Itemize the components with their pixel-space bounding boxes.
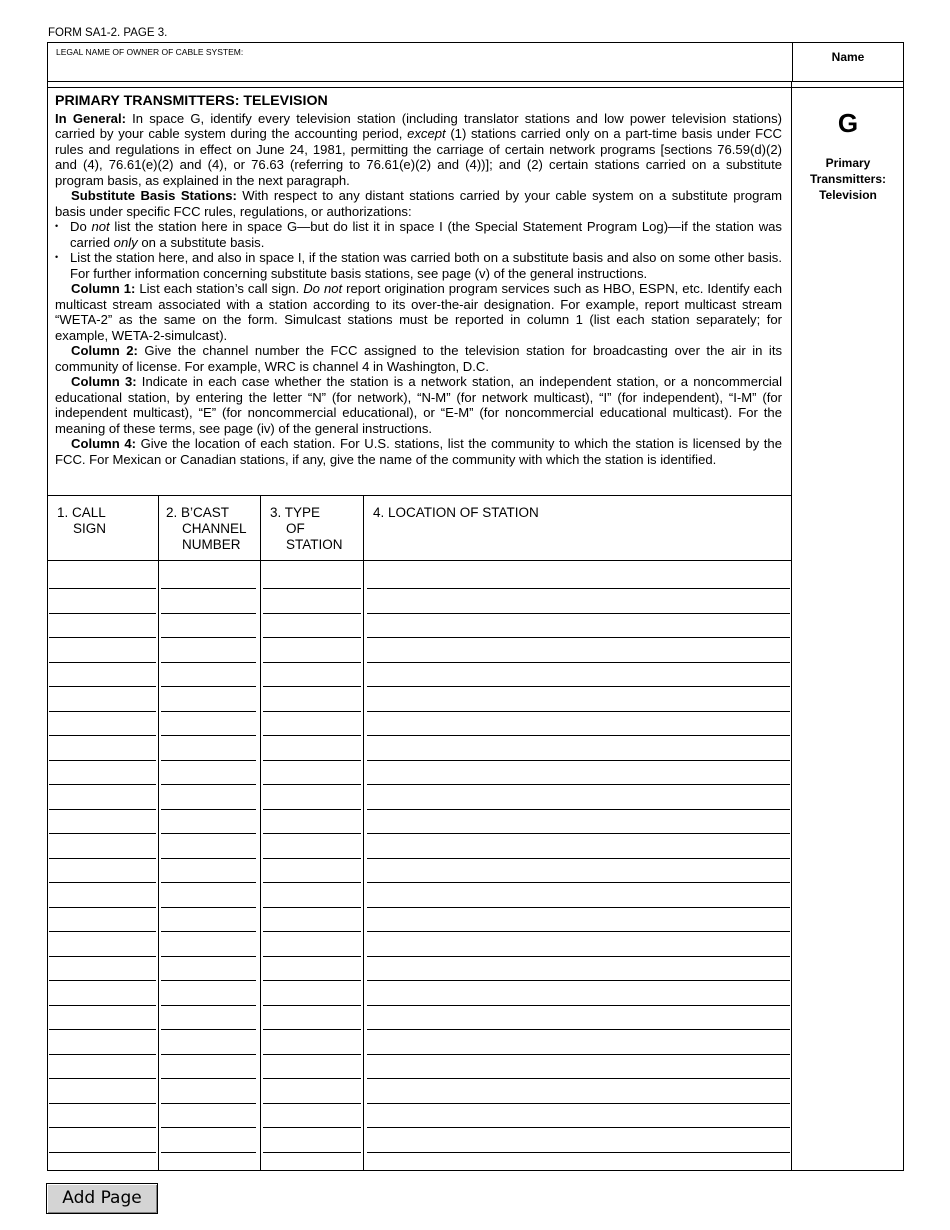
row-cell-line[interactable] <box>367 809 790 810</box>
column-header-line: 1. CALL <box>57 505 106 520</box>
row-cell-line[interactable] <box>49 1005 156 1006</box>
row-cell-line[interactable] <box>49 588 156 589</box>
row-cell-line[interactable] <box>161 907 256 908</box>
bullet-emphasis: not <box>91 219 110 234</box>
space-caption <box>792 155 904 203</box>
row-cell-line[interactable] <box>367 833 790 834</box>
row-cell-line[interactable] <box>161 1152 256 1153</box>
bullet-text: List the station here, and also in space I, if the station was carried both on a substitute basis and also on some other basis. For further information concerning substitute basis stations, see page (v) of the general instructions. <box>70 250 782 281</box>
column4-paragraph <box>55 436 782 467</box>
owner-name-caption: LEGAL NAME OF OWNER OF CABLE SYSTEM: <box>56 47 244 57</box>
row-cell-line[interactable] <box>161 1103 256 1104</box>
column-header-line: 3. TYPE <box>270 505 321 520</box>
general-label: In General: <box>55 110 126 126</box>
column-divider <box>363 495 364 1171</box>
column4-label: Column 4: <box>71 436 136 451</box>
row-cell-line[interactable] <box>161 735 256 736</box>
row-cell-line[interactable] <box>367 1054 790 1055</box>
row-cell-line[interactable] <box>367 980 790 981</box>
section-heading: PRIMARY TRANSMITTERS: TELEVISION <box>55 93 328 109</box>
row-cell-line[interactable] <box>367 858 790 859</box>
row-cell-line[interactable] <box>161 637 256 638</box>
row-cell-line[interactable] <box>161 858 256 859</box>
column-header-line: 2. B’CAST <box>166 505 230 520</box>
row-cell-line[interactable] <box>49 1127 156 1128</box>
row-cell-line[interactable] <box>161 686 256 687</box>
row-cell-line[interactable] <box>263 1078 361 1079</box>
row-cell-line[interactable] <box>263 956 361 957</box>
row-cell-line[interactable] <box>49 613 156 614</box>
row-cell-line[interactable] <box>367 613 790 614</box>
row-cell-line[interactable] <box>49 784 156 785</box>
row-cell-line[interactable] <box>263 1005 361 1006</box>
row-cell-line[interactable] <box>263 833 361 834</box>
row-cell-line[interactable] <box>263 980 361 981</box>
row-cell-line[interactable] <box>263 1152 361 1153</box>
row-cell-line[interactable] <box>49 760 156 761</box>
row-cell-line[interactable] <box>49 833 156 834</box>
substitute-text: With respect to any distant stations carried by your cable system on a substitute program basis under specific FCC rules, regulations, or authorizations: <box>55 188 782 219</box>
row-cell-line[interactable] <box>367 686 790 687</box>
general-text: In space G, identify every television station (including translator stations and low power television stations) carried by your cable system during the accounting period, <box>55 110 782 141</box>
column-header-type <box>270 505 343 553</box>
row-cell-line[interactable] <box>161 833 256 834</box>
space-caption-line: Primary <box>825 156 871 170</box>
row-cell-line[interactable] <box>367 735 790 736</box>
row-cell-line[interactable] <box>161 1005 256 1006</box>
substitute-label: Substitute Basis Stations: <box>71 188 237 203</box>
row-cell-line[interactable] <box>161 662 256 663</box>
row-cell-line[interactable] <box>49 931 156 932</box>
row-cell-line[interactable] <box>49 1054 156 1055</box>
column3-paragraph <box>55 374 782 436</box>
column1-text: report origination program services such as HBO, ESPN, etc. Identify each multicast stream associated with a station according to its over-the-air designation. For example, report multicast stream “WETA-2” as the same on the form. Simulcast stations must be reported in column 1 (list each station separately; for example, WETA-2-simulcast). <box>55 281 782 343</box>
row-cell-line[interactable] <box>367 784 790 785</box>
name-field[interactable] <box>792 42 904 82</box>
row-cell-line[interactable] <box>263 809 361 810</box>
row-cell-line[interactable] <box>367 711 790 712</box>
column3-label: Column 3: <box>71 374 137 389</box>
column2-label: Column 2: <box>71 343 138 358</box>
row-cell-line[interactable] <box>263 858 361 859</box>
owner-name-field[interactable] <box>47 42 793 82</box>
sidebar-divider <box>791 82 792 1171</box>
row-cell-line[interactable] <box>367 1103 790 1104</box>
row-cell-line[interactable] <box>161 588 256 589</box>
general-paragraph <box>55 111 782 189</box>
column1-text: List each station’s call sign. <box>135 281 304 296</box>
space-caption-line: Transmitters: <box>809 172 887 186</box>
general-except: except <box>407 126 446 141</box>
row-cell-line[interactable] <box>263 931 361 932</box>
row-cell-line[interactable] <box>367 588 790 589</box>
bullet-icon: • <box>55 252 59 262</box>
bullet-item <box>55 250 782 281</box>
column1-emphasis: Do not <box>303 281 343 296</box>
row-cell-line[interactable] <box>161 711 256 712</box>
form-page-label: FORM SA1-2. PAGE 3. <box>48 27 168 39</box>
row-cell-line[interactable] <box>49 882 156 883</box>
row-cell-line[interactable] <box>161 784 256 785</box>
row-cell-line[interactable] <box>263 588 361 589</box>
row-cell-line[interactable] <box>161 760 256 761</box>
row-cell-line[interactable] <box>49 907 156 908</box>
row-cell-line[interactable] <box>263 1054 361 1055</box>
row-cell-line[interactable] <box>161 1127 256 1128</box>
row-cell-line[interactable] <box>263 882 361 883</box>
column-header-line: CHANNEL <box>182 521 247 536</box>
row-cell-line[interactable] <box>367 882 790 883</box>
row-cell-line[interactable] <box>161 1078 256 1079</box>
row-cell-line[interactable] <box>49 711 156 712</box>
column1-paragraph <box>55 281 782 343</box>
column2-text: Give the channel number the FCC assigned to the television station for broadcasting over the air in its community of license. For example, WRC is channel 4 in Washington, D.C. <box>55 343 782 374</box>
row-cell-line[interactable] <box>263 907 361 908</box>
space-caption-line: Television <box>819 188 877 202</box>
column-header-line: NUMBER <box>182 537 241 552</box>
row-cell-line[interactable] <box>367 637 790 638</box>
bullet-text: on a substitute basis. <box>137 234 265 250</box>
row-cell-line[interactable] <box>367 931 790 932</box>
row-cell-line[interactable] <box>263 1029 361 1030</box>
column4-text: Give the location of each station. For U.S. stations, list the community to which the station is licensed by the FCC. For Mexican or Canadian stations, if any, give the name of the community with which the station is identified. <box>55 436 782 467</box>
column2-paragraph <box>55 343 782 374</box>
column-header-location <box>373 505 539 521</box>
space-letter: G <box>837 108 859 138</box>
instructions-block <box>55 94 782 467</box>
row-cell-line[interactable] <box>263 1103 361 1104</box>
row-cell-line[interactable] <box>161 613 256 614</box>
row-cell-line[interactable] <box>49 809 156 810</box>
row-cell-line[interactable] <box>49 858 156 859</box>
column-divider <box>260 495 261 1171</box>
column-header-line: STATION <box>286 537 343 552</box>
row-cell-line[interactable] <box>49 956 156 957</box>
column-header-line: OF <box>286 521 305 536</box>
add-page-button[interactable]: Add Page <box>46 1183 158 1214</box>
bullet-icon: • <box>55 221 59 231</box>
bullet-item <box>55 219 782 250</box>
row-cell-line[interactable] <box>263 1127 361 1128</box>
row-cell-line[interactable] <box>263 784 361 785</box>
row-cell-line[interactable] <box>49 980 156 981</box>
general-text: (1) stations carried only on a part-time basis under FCC rules and regulations in effect on June 24, 1981, permitting the carriage of certain network programs [sections 76.59(d)(2) and (4), 76.61(e)(2) and (4), or 76.63 (referring to 76.61(e)(2) and (4))]; and (2) certain stations carried on a substitute program basis, as explained in the next paragraph. <box>55 126 782 188</box>
row-cell-line[interactable] <box>161 1054 256 1055</box>
row-cell-line[interactable] <box>49 637 156 638</box>
row-cell-line[interactable] <box>161 980 256 981</box>
row-cell-line[interactable] <box>49 662 156 663</box>
row-cell-line[interactable] <box>161 956 256 957</box>
row-cell-line[interactable] <box>49 735 156 736</box>
row-cell-line[interactable] <box>161 931 256 932</box>
substitute-paragraph <box>55 188 782 219</box>
column-divider <box>158 495 159 1171</box>
row-cell-line[interactable] <box>263 686 361 687</box>
bullet-emphasis: only <box>113 234 138 250</box>
row-cell-line[interactable] <box>367 1005 790 1006</box>
row-cell-line[interactable] <box>263 613 361 614</box>
row-cell-line[interactable] <box>367 760 790 761</box>
column-header-call-sign <box>57 505 106 537</box>
row-cell-line[interactable] <box>49 1152 156 1153</box>
row-cell-line[interactable] <box>49 1103 156 1104</box>
column-header-line: SIGN <box>73 521 107 536</box>
bullet-text: Do <box>70 219 92 234</box>
row-cell-line[interactable] <box>161 882 256 883</box>
row-cell-line[interactable] <box>263 711 361 712</box>
row-cell-line[interactable] <box>263 637 361 638</box>
row-cell-line[interactable] <box>161 809 256 810</box>
row-cell-line[interactable] <box>367 1078 790 1079</box>
row-cell-line[interactable] <box>263 735 361 736</box>
row-cell-line[interactable] <box>367 662 790 663</box>
row-cell-line[interactable] <box>49 1029 156 1030</box>
row-cell-line[interactable] <box>367 1152 790 1153</box>
name-caption: Name <box>831 50 865 64</box>
column3-text: Indicate in each case whether the station is a network station, an independent station, or a noncommercial educational station, by entering the letter “N” (for network), “N-M” (for network multicast), “I” (for independent), “I-M” (for independent multicast), “E” (for noncommercial educational), or “E-M” (for noncommercial educational multicast). For the meaning of these terms, see page (iv) of the general instructions. <box>55 374 782 436</box>
row-cell-line[interactable] <box>49 686 156 687</box>
row-cell-line[interactable] <box>49 1078 156 1079</box>
row-cell-line[interactable] <box>263 662 361 663</box>
bullet-text: list the station here in space G—but do list it in space I (the Special Statement Program Log)—if the station was carried <box>70 219 782 250</box>
row-cell-line[interactable] <box>367 1127 790 1128</box>
row-cell-line[interactable] <box>263 760 361 761</box>
row-cell-line[interactable] <box>367 1029 790 1030</box>
row-cell-line[interactable] <box>367 956 790 957</box>
substitute-bullets <box>55 219 782 281</box>
column-header-channel <box>166 505 247 553</box>
column1-label: Column 1: <box>71 281 136 296</box>
row-cell-line[interactable] <box>367 907 790 908</box>
row-cell-line[interactable] <box>161 1029 256 1030</box>
column-header-line: 4. LOCATION OF STATION <box>373 505 539 520</box>
